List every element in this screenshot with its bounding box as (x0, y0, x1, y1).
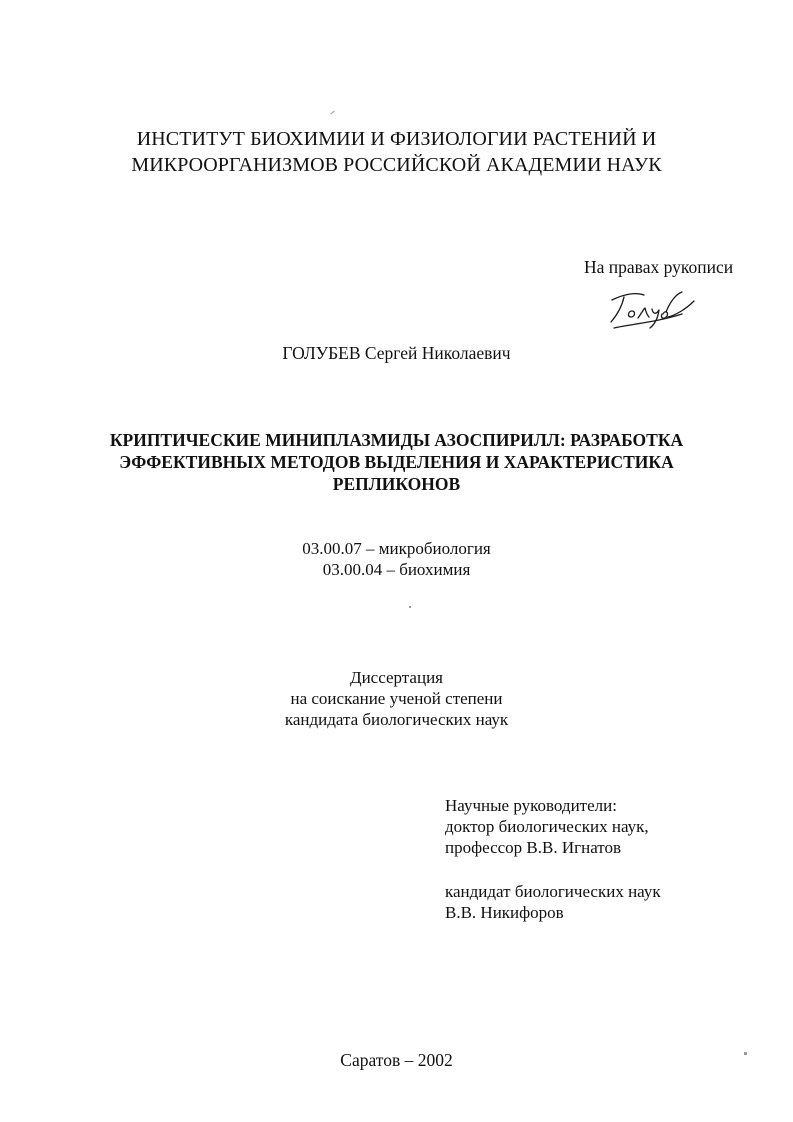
thesis-title-line-3: РЕПЛИКОНОВ (332, 474, 461, 494)
thesis-title (0, 429, 793, 495)
city-year: Саратов – 2002 (340, 1050, 453, 1070)
advisor-1-degree: доктор биологических наук, (445, 817, 649, 836)
advisor-2-name: В.В. Никифоров (445, 903, 564, 922)
advisors-spacer (445, 858, 661, 881)
thesis-title-line-1: КРИПТИЧЕСКИЕ МИНИПЛАЗМИДЫ АЗОСПИРИЛЛ: РАЗРАБОТКА (109, 430, 684, 450)
degree-statement-line-1: Диссертация (349, 668, 443, 687)
specialty-microbiology: 03.00.07 – микробиология (302, 539, 491, 558)
degree-statement (0, 667, 793, 730)
institute-line-2: МИКРООРГАНИЗМОВ РОССИЙСКОЙ АКАДЕМИИ НАУК (131, 154, 662, 176)
institute-name (0, 126, 793, 178)
specialty-codes (0, 538, 793, 580)
scan-speck (330, 111, 334, 115)
specialty-biochemistry: 03.00.04 – биохимия (322, 560, 471, 579)
advisor-1-name: профессор В.В. Игнатов (445, 838, 622, 857)
advisor-2-degree: кандидат биологических наук (445, 882, 661, 901)
manuscript-rights-note: На правах рукописи (584, 257, 734, 277)
advisors-heading: Научные руководители: (445, 796, 617, 815)
institute-line-1: ИНСТИТУТ БИОХИМИИ И ФИЗИОЛОГИИ РАСТЕНИЙ И (136, 128, 657, 150)
scan-speck (409, 606, 411, 608)
signature-icon (602, 284, 702, 332)
thesis-title-line-2: ЭФФЕКТИВНЫХ МЕТОДОВ ВЫДЕЛЕНИЯ И ХАРАКТЕРИСТИКА (119, 452, 674, 472)
degree-statement-line-2: на соискание ученой степени (290, 689, 503, 708)
degree-statement-line-3: кандидата биологических наук (284, 710, 509, 729)
author-name: ГОЛУБЕВ Сергей Николаевич (282, 343, 511, 363)
scientific-advisors (445, 795, 661, 923)
